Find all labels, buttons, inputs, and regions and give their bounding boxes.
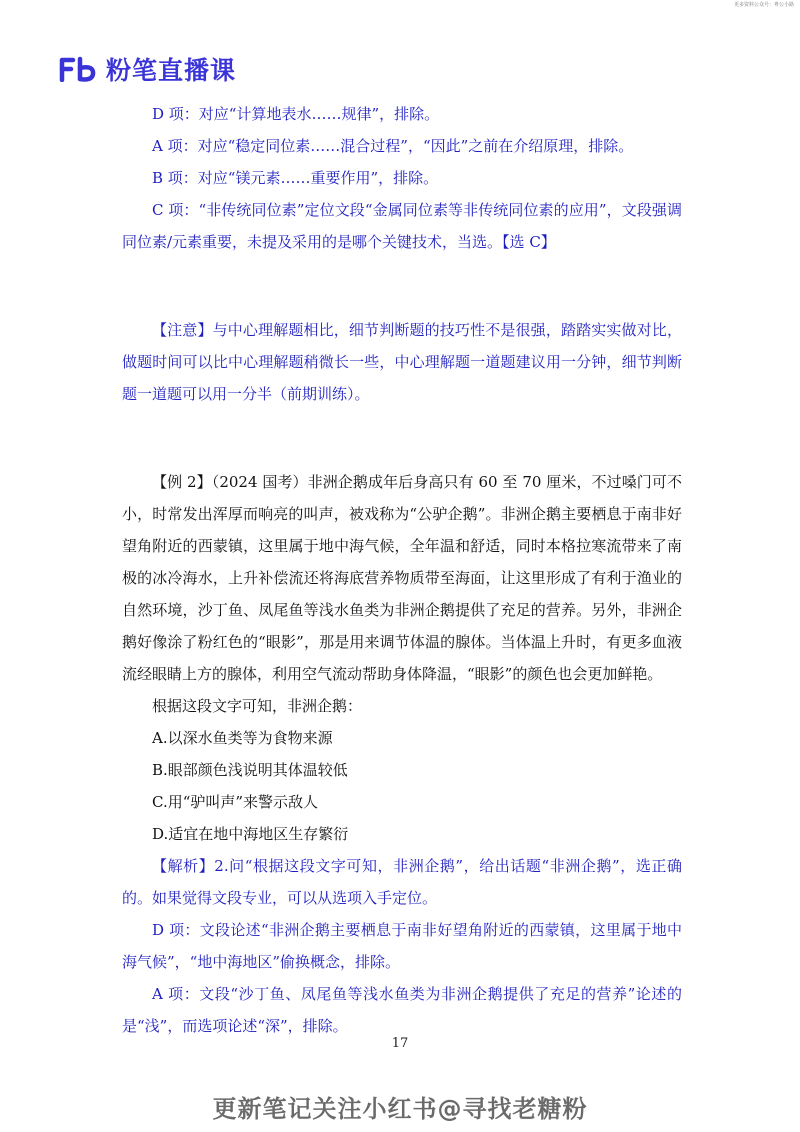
analysis-intro: 【解析】2.问“根据这段文字可知，非洲企鹅”，给出话题“非洲企鹅”，选正确的。如果觉得文段专业，可以从选项入手定位。 <box>122 857 682 907</box>
analysis-option-b: B 项：对应“镁元素……重要作用”，排除。 <box>152 169 439 187</box>
top-note: 更多资料公众号：粤公小路 <box>733 2 794 8</box>
choice-d: D.适宜在地中海地区生存繁衍 <box>152 825 349 843</box>
choice-c: C.用“驴叫声”来警示敌人 <box>152 793 319 811</box>
choice-a: A.以深水鱼类等为食物来源 <box>152 729 333 747</box>
note-paragraph: 【注意】与中心理解题相比，细节判断题的技巧性不是很强，踏踏实实做对比，做题时间可以比中心理解题稍微长一些，中心理解题一道题建议用一分钟，细节判断题一道题可以用一分半（前期训练）。 <box>122 321 682 403</box>
analysis-a: A 项：文段“沙丁鱼、凤尾鱼等浅水鱼类为非洲企鹅提供了充足的营养”论述的是“浅”，而选项论述“深”，排除。 <box>122 985 682 1035</box>
footer-watermark: 更新笔记关注小红书@寻找老糖粉 <box>212 1095 588 1123</box>
analysis-option-a: A 项：对应“稳定同位素……混合过程”，“因此”之前在介绍原理，排除。 <box>152 137 634 155</box>
choice-b: B.眼部颜色浅说明其体温较低 <box>152 761 348 779</box>
example-analysis <box>122 850 682 1042</box>
example-passage: 【例 2】（2024 国考）非洲企鹅成年后身高只有 60 至 70 厘米，不过嗓门可不小，时常发出浑厚而响亮的叫声，被戏称为“公驴企鹅”。非洲企鹅主要栖息于南非好望角附近的西蒙镇，这里属于地中海气候，全年温和舒适，同时本格拉寒流带来了南极的冰冷海水，上升补偿流还将海底营养物质带至海面，让这里形成了有利于渔业的自然环境，沙丁鱼、凤尾鱼等浅水鱼类为非洲企鹅提供了充足的营养。另外，非洲企鹅好像涂了粉红色的“眼影”，那是用来调节体温的腺体。当体温上升时，有更多血液流经眼睛上方的腺体，利用空气流动帮助身体降温，“眼影”的颜色也会更加鲜艳。 <box>122 473 682 683</box>
fb-logo-icon <box>58 56 98 82</box>
page-content <box>122 98 682 1042</box>
options-analysis <box>122 98 682 258</box>
page-number: 17 <box>391 1036 409 1051</box>
example-2 <box>122 466 682 850</box>
brand-header <box>58 52 236 86</box>
analysis-d: D 项：文段论述“非洲企鹅主要栖息于南非好望角附近的西蒙镇，这里属于地中海气候”，“地中海地区”偷换概念，排除。 <box>122 921 682 971</box>
example-question: 根据这段文字可知，非洲企鹅： <box>152 697 363 715</box>
analysis-option-d: D 项：对应“计算地表水……规律”，排除。 <box>152 105 440 123</box>
brand-name: 粉笔直播课 <box>106 56 237 85</box>
analysis-option-c: C 项：“非传统同位素”定位文段“金属同位素等非传统同位素的应用”，文段强调同位素/元素重要，未提及采用的是哪个关键技术，当选。【选 C】 <box>122 201 682 251</box>
